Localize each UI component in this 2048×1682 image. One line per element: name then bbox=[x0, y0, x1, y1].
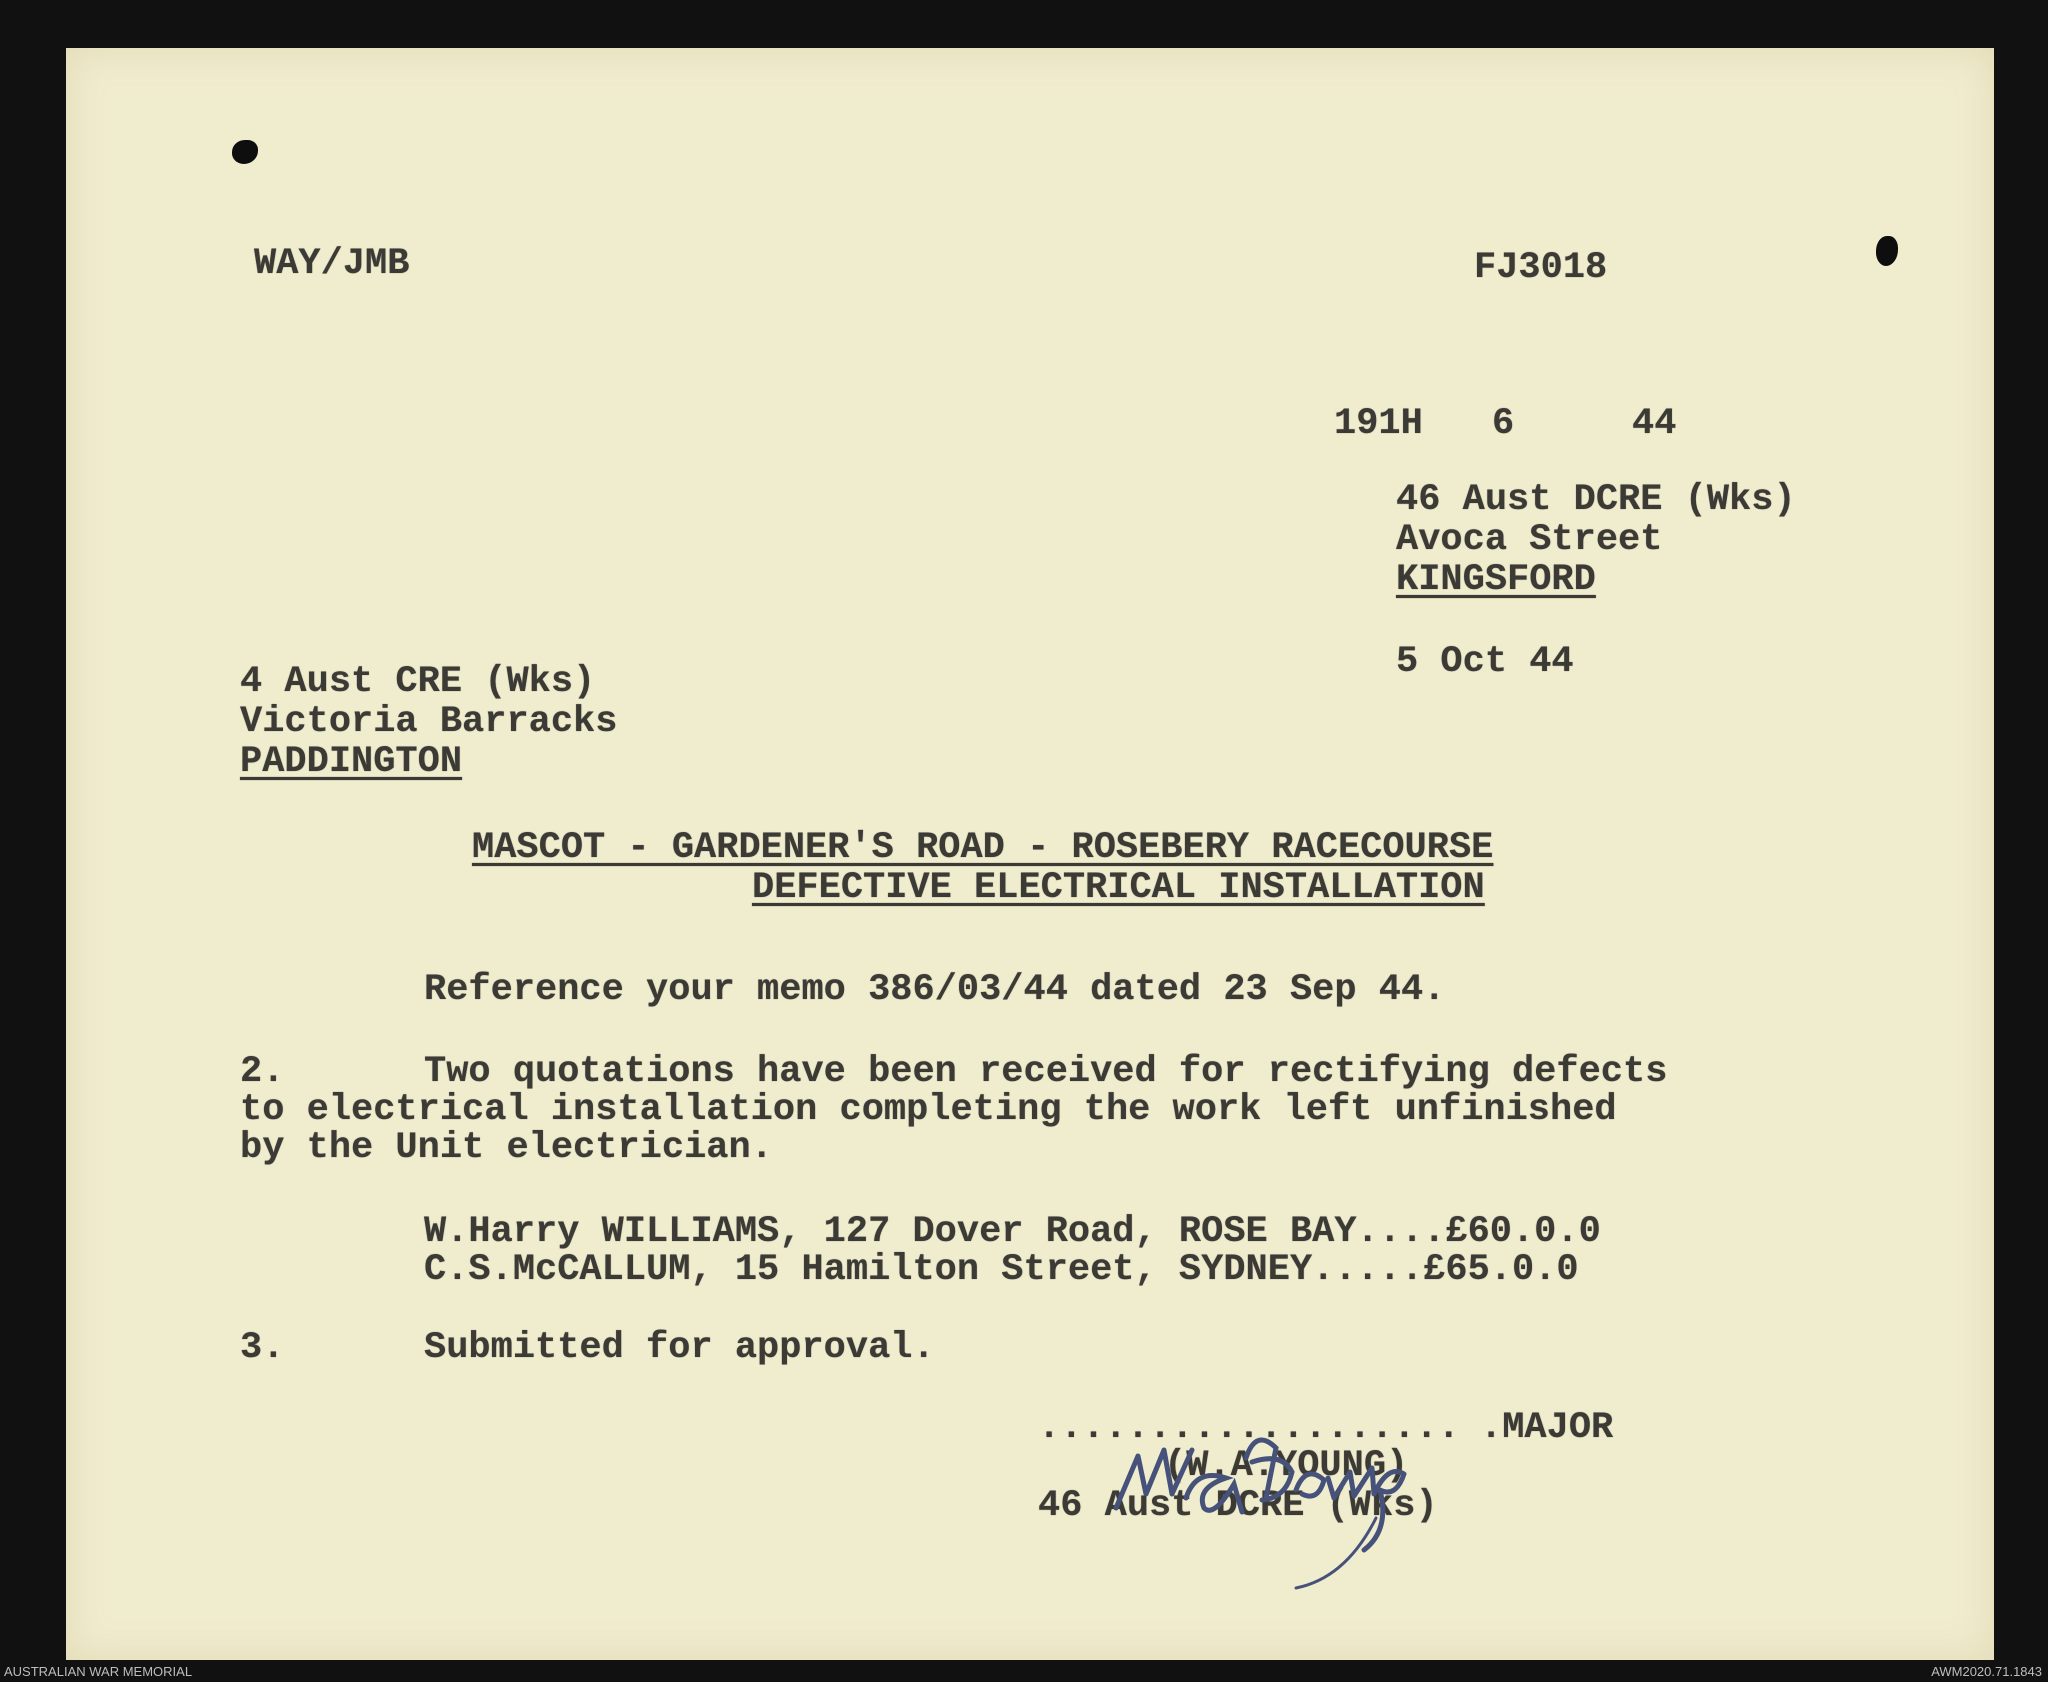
recipient-line-2: Victoria Barracks bbox=[240, 701, 618, 743]
recipient-line-3: PADDINGTON bbox=[240, 741, 463, 783]
signature-unit: 46 Aust DCRE (Wks) bbox=[1038, 1485, 1438, 1527]
paragraph-2-line-3: by the Unit electrician. bbox=[240, 1127, 773, 1169]
sender-line-2: Avoca Street bbox=[1396, 519, 1663, 561]
reference-right: FJ3018 bbox=[1474, 247, 1608, 289]
file-ref-a: 191H bbox=[1334, 403, 1423, 445]
paragraph-3-number: 3. bbox=[240, 1327, 285, 1369]
subject-line-1: MASCOT - GARDENER'S ROAD - ROSEBERY RACECOURSE bbox=[472, 827, 1494, 869]
paragraph-3-text: Submitted for approval. bbox=[424, 1327, 935, 1369]
paragraph-2-line-1: Two quotations have been received for rectifying defects bbox=[424, 1051, 1668, 1093]
quote-line-2: C.S.McCALLUM, 15 Hamilton Street, SYDNEY.....£65.0.0 bbox=[424, 1249, 1579, 1291]
paragraph-2-number: 2. bbox=[240, 1051, 285, 1093]
signature-rank: .MAJOR bbox=[1480, 1407, 1614, 1449]
quote-line-1: W.Harry WILLIAMS, 127 Dover Road, ROSE BAY....£60.0.0 bbox=[424, 1211, 1601, 1253]
signature-dots: ................... bbox=[1038, 1407, 1460, 1449]
footer-left: AUSTRALIAN WAR MEMORIAL bbox=[4, 1664, 193, 1679]
paragraph-2-line-2: to electrical installation completing the work left unfinished bbox=[240, 1089, 1617, 1131]
punch-hole-left bbox=[232, 140, 258, 164]
subject-line-2: DEFECTIVE ELECTRICAL INSTALLATION bbox=[752, 867, 1485, 909]
signature-name: (W.A.YOUNG) bbox=[1164, 1445, 1409, 1487]
sender-line-1: 46 Aust DCRE (Wks) bbox=[1396, 479, 1796, 521]
handwritten-signature bbox=[1076, 1398, 1596, 1598]
punch-hole-right bbox=[1876, 236, 1898, 266]
file-ref-c: 44 bbox=[1632, 403, 1677, 445]
paragraph-1: Reference your memo 386/03/44 dated 23 Sep 44. bbox=[424, 969, 1446, 1011]
document-page bbox=[66, 48, 1994, 1660]
reference-left: WAY/JMB bbox=[254, 243, 410, 285]
recipient-line-1: 4 Aust CRE (Wks) bbox=[240, 661, 596, 703]
footer-right: AWM2020.71.1843 bbox=[1931, 1664, 2042, 1679]
file-ref-b: 6 bbox=[1492, 403, 1515, 445]
letter-date: 5 Oct 44 bbox=[1396, 641, 1574, 683]
sender-line-3: KINGSFORD bbox=[1396, 559, 1596, 601]
